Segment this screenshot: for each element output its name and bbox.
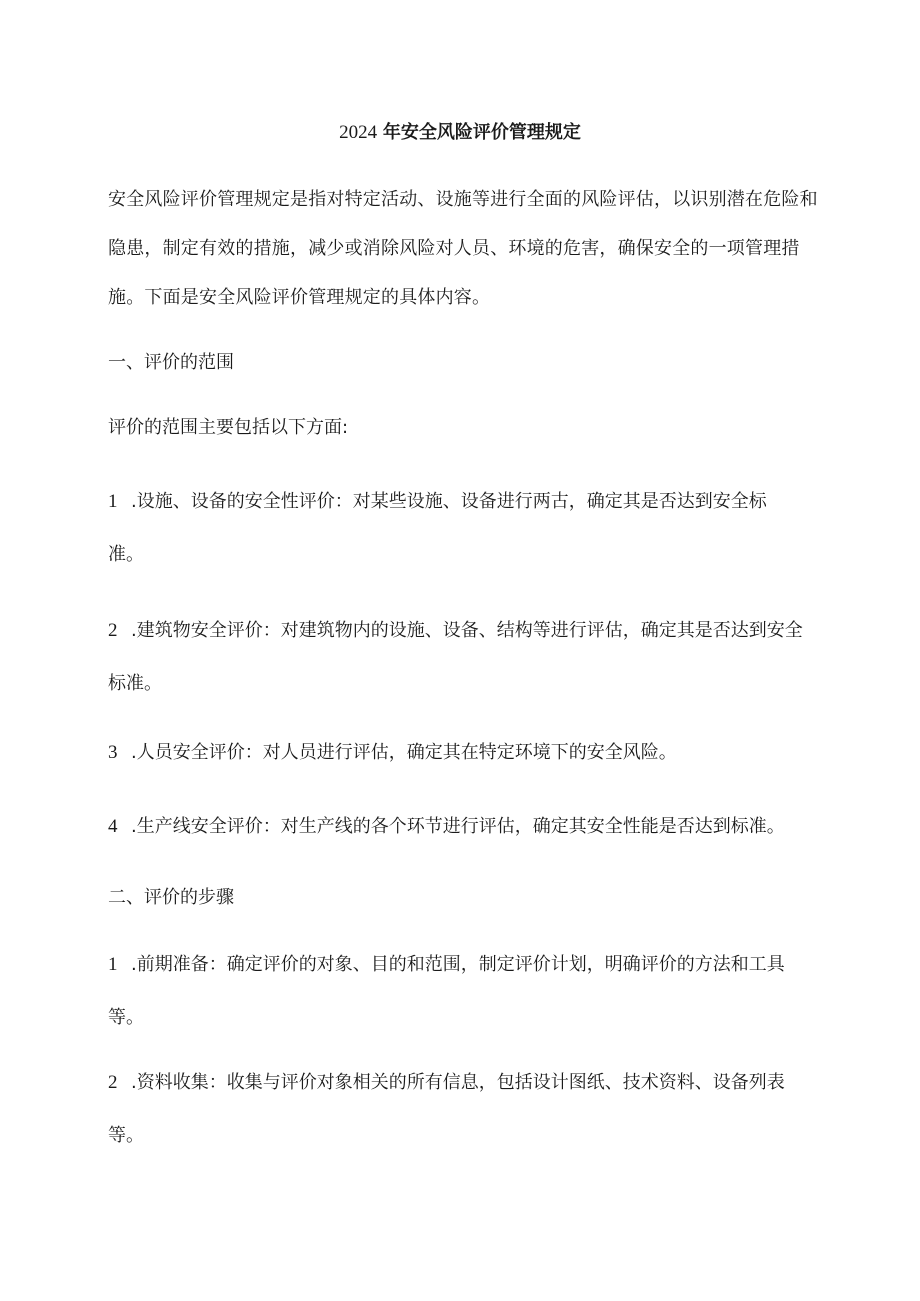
item-text: .前期准备：确定评价的对象、目的和范围，制定评价计划，明确评价的方法和工具等。 bbox=[108, 954, 785, 1028]
section2-item-1 bbox=[108, 938, 818, 1044]
section1-item-2 bbox=[108, 604, 818, 710]
section1-item-3 bbox=[108, 740, 818, 766]
intro-paragraph: 安全风险评价管理规定是指对特定活动、设施等进行全面的风险评估，以识别潜在危险和隐患，制定有效的措施，减少或消除风险对人员、环境的危害，确保安全的一项管理措施。下面是安全风险评价管理规定的具体内容。 bbox=[108, 189, 818, 308]
title-year: 2024 bbox=[339, 122, 378, 143]
item-number: 1 bbox=[108, 954, 118, 975]
section1-lead: 评价的范围主要包括以下方面: bbox=[108, 417, 349, 438]
title-text: 年安全风险评价管理规定 bbox=[382, 122, 581, 143]
item-number: 3 bbox=[108, 742, 118, 763]
section2-heading: 二、评价的步骤 bbox=[108, 887, 234, 908]
item-number: 1 bbox=[108, 491, 118, 512]
item-text: .生产线安全评价：对生产线的各个环节进行评估，确定其安全性能是否达到标准。 bbox=[131, 816, 785, 837]
section1-item-1 bbox=[108, 475, 798, 581]
section1-heading: 一、评价的范围 bbox=[108, 352, 234, 373]
section1-item-4 bbox=[108, 814, 818, 840]
item-number: 4 bbox=[108, 816, 118, 837]
item-text: .人员安全评价：对人员进行评估，确定其在特定环境下的安全风险。 bbox=[131, 742, 677, 763]
item-number: 2 bbox=[108, 1072, 118, 1093]
section2-item-2 bbox=[108, 1056, 818, 1162]
item-number: 2 bbox=[108, 620, 118, 641]
item-text: .设施、设备的安全性评价：对某些设施、设备进行两古，确定其是否达到安全标准。 bbox=[108, 491, 767, 565]
item-text: .资料收集：收集与评价对象相关的所有信息，包括设计图纸、技术资料、设备列表等。 bbox=[108, 1072, 785, 1146]
document-title bbox=[0, 120, 920, 146]
item-text: .建筑物安全评价：对建筑物内的设施、设备、结构等进行评估，确定其是否达到安全标准。 bbox=[108, 620, 803, 694]
